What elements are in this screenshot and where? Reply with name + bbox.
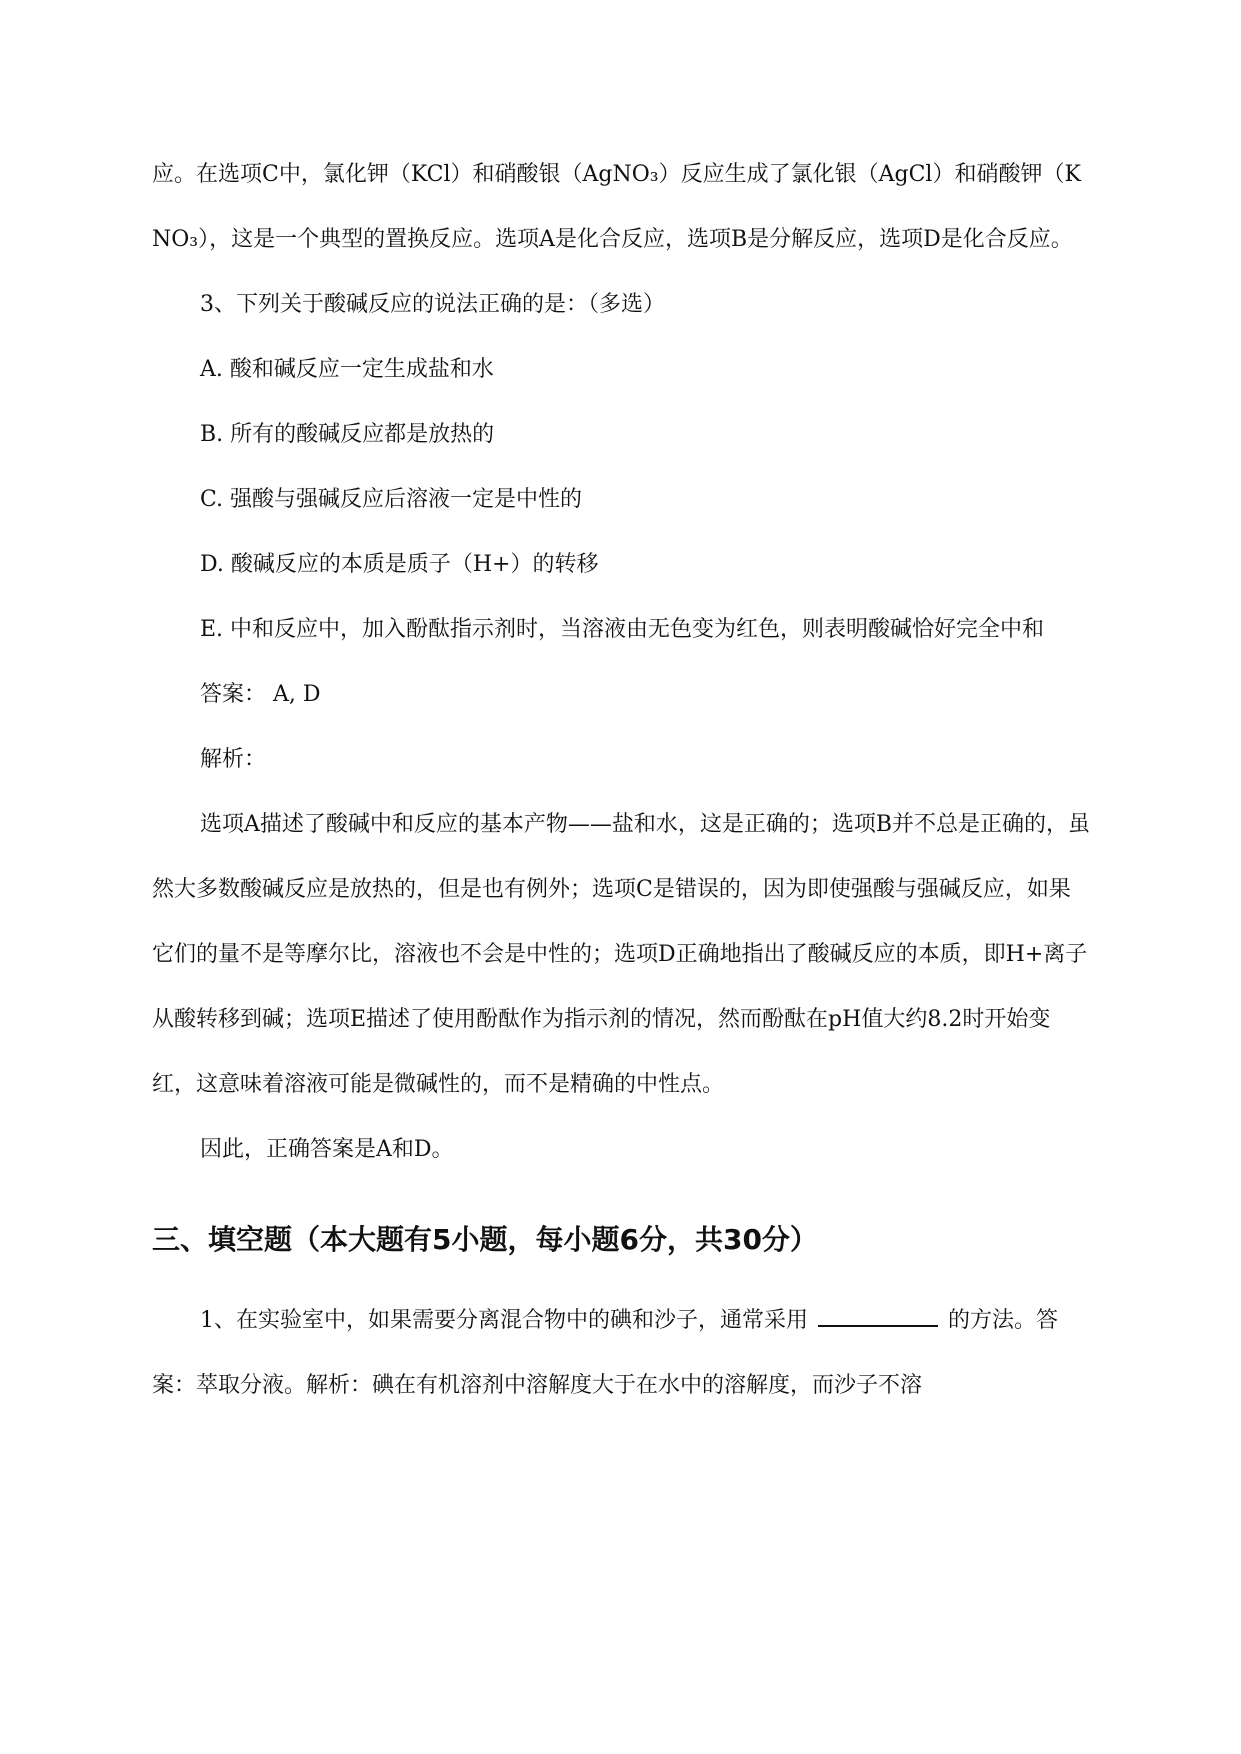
question-3-option-d: D. 酸碱反应的本质是质子（H+）的转移 [200, 552, 599, 577]
question-3-option-a: A. 酸和碱反应一定生成盐和水 [200, 357, 494, 382]
fill-question-1-before-blank: 1、在实验室中，如果需要分离混合物中的碘和沙子，通常采用 [200, 1308, 808, 1333]
section-title-fill-in-blank: 三、填空题（本大题有5小题，每小题6分，共30分） [152, 1223, 818, 1256]
question-3-option-c: C. 强酸与强碱反应后溶液一定是中性的 [200, 487, 583, 512]
question-3-analysis-label: 解析： [200, 747, 267, 772]
question-3-answer: 答案： A, D [200, 682, 321, 707]
question-3-option-e: E. 中和反应中，加入酚酞指示剂时，当溶液由无色变为红色，则表明酸碱恰好完全中和 [200, 617, 1045, 642]
question-3-conclusion: 因此，正确答案是A和D。 [200, 1137, 454, 1162]
document-content [152, 142, 1092, 1418]
question-3-option-b: B. 所有的酸碱反应都是放热的 [200, 422, 495, 447]
fill-question-1 [152, 1288, 1092, 1418]
previous-explanation-continuation: 应。在选项C中，氯化钾（KCl）和硝酸银（AgNO₃）反应生成了氯化银（AgCl）和硝酸钾（KNO₃），这是一个典型的置换反应。选项A是化合反应，选项B是分解反应，选项D是化合反应。 [152, 162, 1081, 252]
fill-question-1-after-blank: 的方法。答案：萃取分液。解析：碘在有机溶剂中溶解度大于在水中的溶解度，而沙子不溶 [152, 1308, 1059, 1398]
question-3-analysis: 选项A描述了酸碱中和反应的基本产物——盐和水，这是正确的；选项B并不总是正确的，虽然大多数酸碱反应是放热的，但是也有例外；选项C是错误的，因为即使强酸与强碱反应，如果它们的量不是等摩尔比，溶液也不会是中性的；选项D正确地指出了酸碱反应的本质，即H+离子从酸转移到碱；选项E描述了使用酚酞作为指示剂的情况，然而酚酞在pH值大约8.2时开始变红，这意味着溶液可能是微碱性的，而不是精确的中性点。 [152, 812, 1091, 1097]
question-3-stem: 3、下列关于酸碱反应的说法正确的是：（多选） [200, 292, 665, 317]
answer-blank[interactable] [818, 1305, 938, 1327]
